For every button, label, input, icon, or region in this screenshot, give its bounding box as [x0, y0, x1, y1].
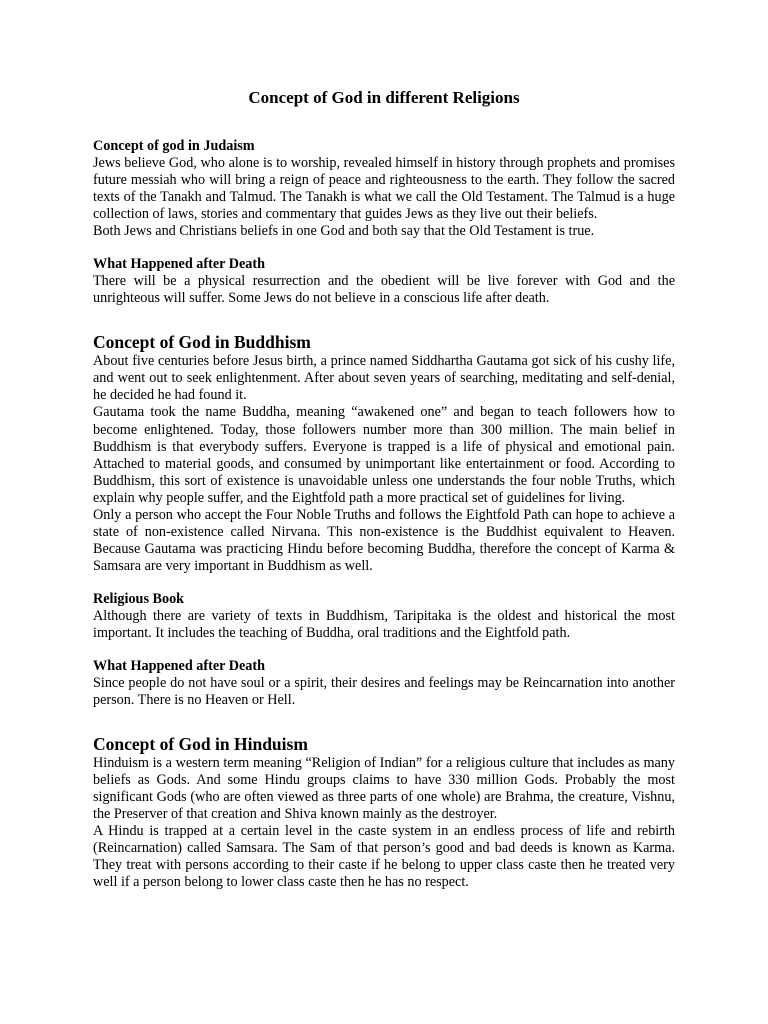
hinduism-heading: Concept of God in Hinduism [93, 734, 308, 755]
judaism-paragraph: Both Jews and Christians beliefs in one God and both say that the Old Testament is true. [93, 223, 595, 240]
buddhism-after-death-heading: What Happened after Death [93, 658, 265, 675]
judaism-paragraph: Jews believe God, who alone is to worship, revealed himself in history through prophets and promises future messiah who will bring a reign of peace and righteousness to the earth. They follow the sacred texts of the Tanakh and Talmud. The Tanakh is what we call the Old Testament. The Talmud is a huge collection of laws, stories and commentary that guides Jews as they live out their beliefs. [93, 155, 675, 223]
buddhism-paragraph: Only a person who accept the Four Noble Truths and follows the Eightfold Path can hope to achieve a state of non-existence called Nirvana. This non-existence is the Buddhist equivalent to Heaven. Because Gautama was practicing Hindu before becoming Buddha, therefore the concept of Karma & Samsara are very important in Buddhism as well. [93, 506, 675, 574]
buddhism-paragraph: Gautama took the name Buddha, meaning “awakened one” and began to teach followers how to become enlightened. Today, those followers number more than 300 million. The main belief in Buddhism is that everybody suffers. Everyone is trapped is a life of physical and emotional pain. Attached to material goods, and consumed by unimportant like entertainment or food. According to Buddhism, this sort of existence is unavoidable unless one understands the four noble Truths, which explain why people suffer, and the Eightfold path a more practical set of guidelines for living. [93, 404, 675, 506]
hinduism-paragraph: Hinduism is a western term meaning “Religion of Indian” for a religious culture that includes as many beliefs as Gods. And some Hindu groups claims to have 330 million Gods. Probably the most significant Gods (who are often viewed as three parts of one whole) are Brahma, the creature, Vishnu, the Preserver of that creation and Shiva known mainly as the destroyer. [93, 755, 675, 823]
buddhism-book-text: Although there are variety of texts in Buddhism, Taripitaka is the oldest and historical the most important. It includes the teaching of Buddha, oral traditions and the Eightfold path. [93, 607, 675, 641]
buddhism-after-death-text: Since people do not have soul or a spirit, their desires and feelings may be Reincarnation into another person. There is no Heaven or Hell. [93, 675, 675, 709]
document-body [93, 86, 675, 892]
buddhism-paragraph: About five centuries before Jesus birth, a prince named Siddhartha Gautama got sick of his cushy life, and went out to seek enlightenment. After about seven years of searching, meditating and self-denial, he decided he had found it. [93, 353, 675, 404]
section-judaism [93, 138, 675, 307]
page-title: Concept of God in different Religions [248, 88, 520, 107]
section-hinduism [93, 733, 675, 891]
buddhism-book-heading: Religious Book [93, 590, 185, 607]
hinduism-paragraph: A Hindu is trapped at a certain level in the caste system in an endless process of life and rebirth (Reincarnation) called Samsara. The Sam of that person’s good and bad deeds is known as Karma. They treat with persons according to their caste if he belong to upper class caste then he treated very well if a person belong to lower class caste then he has no respect. [93, 823, 675, 891]
section-buddhism [93, 331, 675, 709]
judaism-after-death-text: There will be a physical resurrection and the obedient will be live forever with God and the unrighteous will suffer. Some Jews do not believe in a conscious life after death. [93, 273, 675, 307]
judaism-heading: Concept of god in Judaism [93, 138, 255, 154]
buddhism-heading: Concept of God in Buddhism [93, 332, 311, 353]
judaism-after-death-heading: What Happened after Death [93, 256, 265, 273]
